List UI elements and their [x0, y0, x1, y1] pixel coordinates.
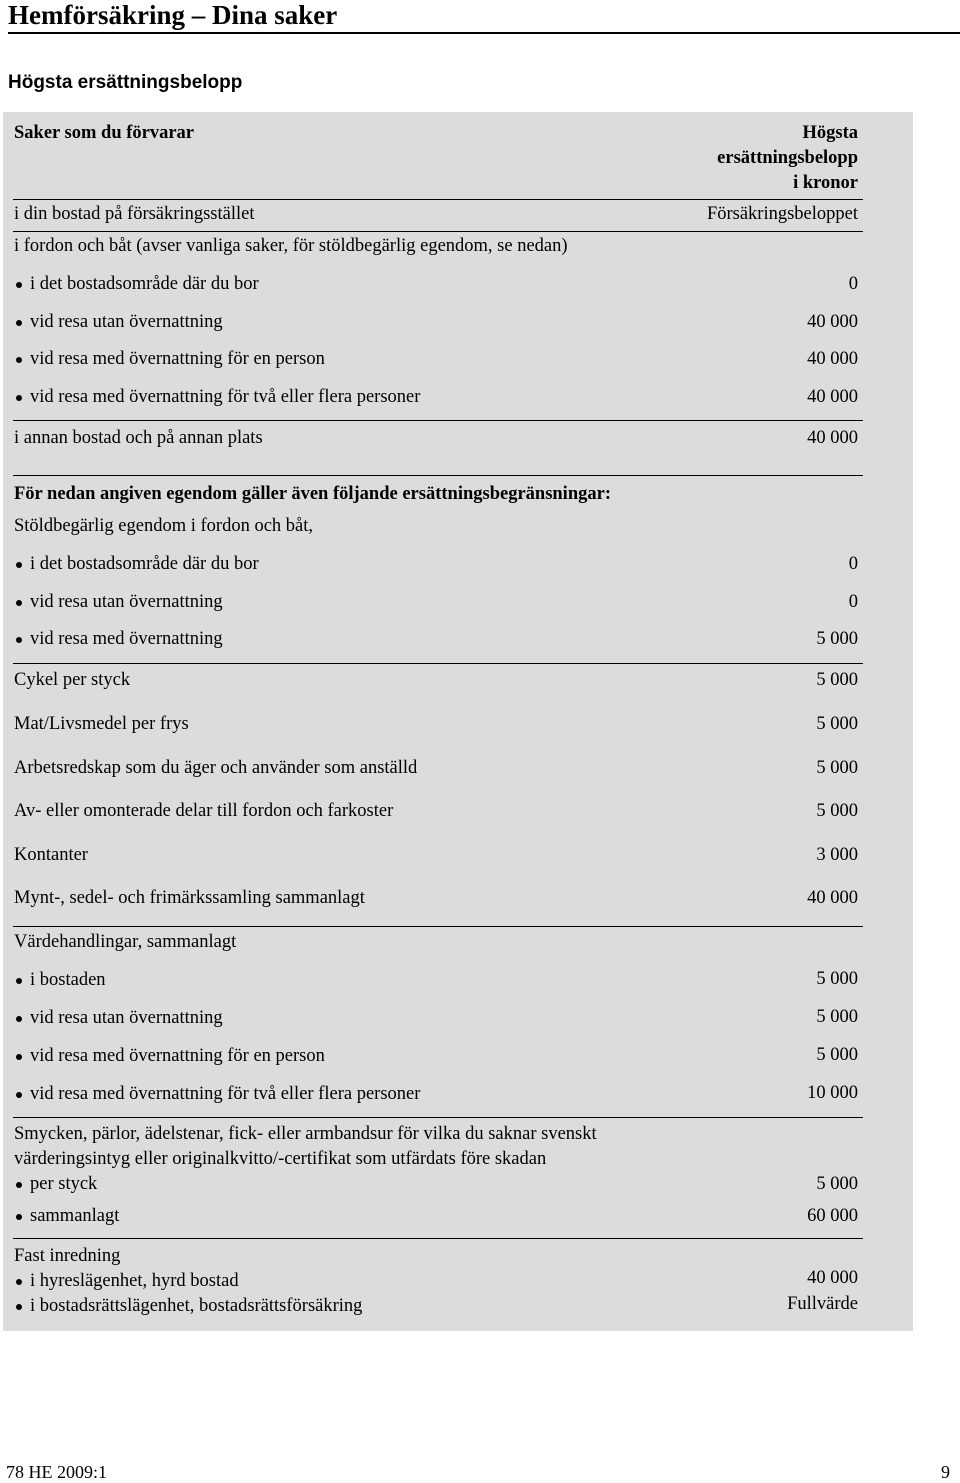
- row-label: i det bostadsområde där du bor: [30, 274, 259, 294]
- row-label: i din bostad på försäkringsstället: [14, 204, 255, 224]
- row-label: i bostadsrättslägenhet, bostadsrättsförsäkring: [30, 1296, 363, 1316]
- row-value: 60 000: [807, 1206, 858, 1226]
- row-label: Mynt-, sedel- och frimärkssamling sammanlagt: [14, 888, 365, 908]
- row-label: i hyreslägenhet, hyrd bostad: [30, 1271, 239, 1291]
- row-value: 40 000: [807, 312, 858, 332]
- row-divider: [13, 663, 863, 664]
- column-header-amount-3: i kronor: [793, 173, 858, 193]
- limits-heading: För nedan angiven egendom gäller även följande ersättningsbegränsningar:: [14, 484, 611, 504]
- bullet-icon: [16, 1092, 22, 1098]
- row-value: 10 000: [807, 1083, 858, 1103]
- row-divider: [13, 420, 863, 421]
- row-label: Cykel per styck: [14, 670, 131, 690]
- header-divider: [13, 199, 863, 200]
- row-value: 3 000: [816, 845, 858, 865]
- bullet-icon: [16, 1016, 22, 1022]
- bullet-icon: [16, 600, 22, 606]
- row-label: vid resa utan övernattning: [30, 1008, 223, 1028]
- row-value: 40 000: [807, 349, 858, 369]
- row-divider: [13, 926, 863, 927]
- row-value: 5 000: [816, 1045, 858, 1065]
- row-value: 5 000: [816, 1007, 858, 1027]
- bullet-icon: [16, 320, 22, 326]
- bullet-icon: [16, 1054, 22, 1060]
- row-label: sammanlagt: [30, 1206, 120, 1226]
- bullet-icon: [16, 562, 22, 568]
- row-value: Fullvärde: [787, 1294, 858, 1314]
- row-label: i det bostadsområde där du bor: [30, 554, 259, 574]
- compensation-table-panel: [3, 112, 913, 1331]
- row-divider: [13, 1117, 863, 1118]
- row-label: vid resa med övernattning för en person: [30, 349, 325, 369]
- row-value: 40 000: [807, 387, 858, 407]
- row-label: Värdehandlingar, sammanlagt: [14, 932, 237, 952]
- row-value: 40 000: [807, 1268, 858, 1288]
- row-label: vid resa med övernattning för en person: [30, 1046, 325, 1066]
- title-divider: [8, 32, 960, 34]
- bullet-icon: [16, 1182, 22, 1188]
- row-value: 5 000: [816, 969, 858, 989]
- section-heading: Högsta ersättningsbelopp: [8, 72, 243, 93]
- row-value: 40 000: [807, 888, 858, 908]
- row-label: i bostaden: [30, 970, 106, 990]
- row-label: Kontanter: [14, 845, 88, 865]
- row-value: 5 000: [816, 1174, 858, 1194]
- page-title: Hemförsäkring – Dina saker: [8, 0, 338, 30]
- row-label: vid resa utan övernattning: [30, 592, 223, 612]
- row-value: Försäkringsbeloppet: [706, 204, 858, 224]
- row-label: Arbetsredskap som du äger och använder som anställd: [14, 758, 418, 778]
- row-divider: [13, 1238, 863, 1239]
- row-value: 0: [848, 592, 858, 612]
- row-label: vid resa med övernattning för två eller flera personer: [30, 1084, 421, 1104]
- bullet-icon: [16, 978, 22, 984]
- bullet-icon: [16, 357, 22, 363]
- row-value: 0: [848, 274, 858, 294]
- footer-document-ref: 78 HE 2009:1: [6, 1462, 107, 1482]
- row-value: 0: [848, 554, 858, 574]
- row-label-continued: värderingsintyg eller originalkvitto/-certifikat som utfärdats före skadan: [14, 1149, 547, 1169]
- column-header-amount-2: ersättningsbelopp: [717, 148, 858, 168]
- row-value: 40 000: [807, 428, 858, 448]
- row-label: i annan bostad och på annan plats: [14, 428, 263, 448]
- row-value: 5 000: [816, 758, 858, 778]
- bullet-icon: [16, 1279, 22, 1285]
- row-label: i fordon och båt (avser vanliga saker, för stöldbegärlig egendom, se nedan): [14, 236, 568, 256]
- row-value: 5 000: [816, 670, 858, 690]
- bullet-icon: [16, 395, 22, 401]
- row-label: per styck: [30, 1174, 98, 1194]
- row-value: 5 000: [816, 801, 858, 821]
- row-label: Stöldbegärlig egendom i fordon och båt,: [14, 516, 314, 536]
- row-label: Mat/Livsmedel per frys: [14, 714, 189, 734]
- row-value: 5 000: [816, 714, 858, 734]
- row-value: 5 000: [816, 629, 858, 649]
- row-label: Av- eller omonterade delar till fordon och farkoster: [14, 801, 394, 821]
- column-header-items: Saker som du förvarar: [14, 123, 195, 143]
- bullet-icon: [16, 1304, 22, 1310]
- bullet-icon: [16, 282, 22, 288]
- bullet-icon: [16, 637, 22, 643]
- row-label: vid resa med övernattning för två eller flera personer: [30, 387, 421, 407]
- row-label: vid resa utan övernattning: [30, 312, 223, 332]
- row-divider: [13, 475, 863, 476]
- row-label: vid resa med övernattning: [30, 629, 223, 649]
- row-label: Smycken, pärlor, ädelstenar, fick- eller armbandsur för vilka du saknar svenskt: [14, 1124, 597, 1144]
- column-header-amount-1: Högsta: [802, 123, 858, 143]
- page-number: 9: [941, 1462, 950, 1482]
- row-label: Fast inredning: [14, 1246, 121, 1266]
- row-divider: [13, 231, 863, 232]
- bullet-icon: [16, 1214, 22, 1220]
